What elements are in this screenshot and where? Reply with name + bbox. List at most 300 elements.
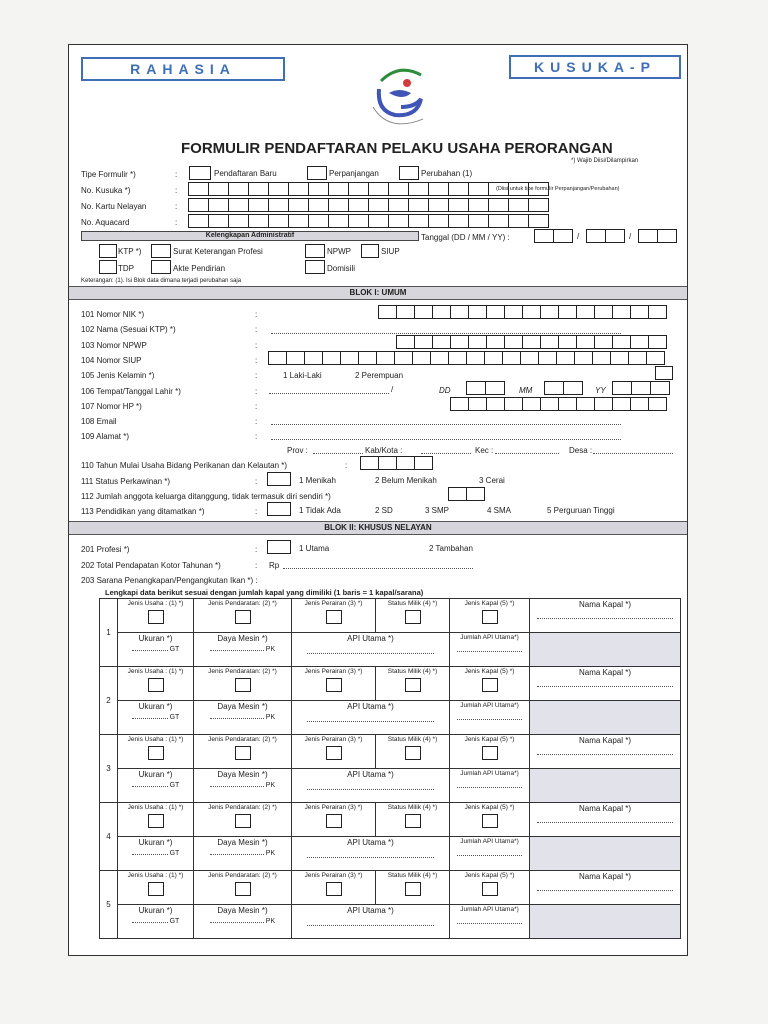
lahir-mm-input[interactable] [545,381,583,395]
option-tambahan[interactable]: 2 Tambahan [429,544,473,553]
ship-row-detail [100,769,681,803]
no-aquacard-label: No. Aquacard [81,218,130,227]
daya-mesin-input[interactable] [210,922,264,923]
nama-kapal-cell[interactable] [530,735,681,769]
status-milik-cell[interactable] [376,871,450,905]
api-utama-label: API Utama *) [347,634,394,643]
api-utama-cell[interactable] [292,633,450,667]
jumlah-api-label: Jumlah API Utama*) [460,702,519,709]
daya-mesin-input[interactable] [210,650,264,651]
ukuran-label: Ukuran *) [138,634,173,643]
status-milik-cell[interactable] [376,667,450,701]
colon: : [255,432,258,441]
jenis-usaha-label: Jenis Usaha : (1) *) [127,872,184,879]
daya-mesin-input[interactable] [210,718,264,719]
jenis-pendaratan-checkbox[interactable] [235,746,251,760]
pendapatan-input[interactable] [283,560,473,569]
jenis-kapal-label: Jenis Kapal (5) *) [464,872,515,879]
ukuran-cell[interactable] [118,769,194,803]
nama-kapal-label: Nama Kapal *) [578,600,632,609]
tanggal-label: Tanggal (DD / MM / YY) : [421,233,510,242]
ukuran-cell[interactable] [118,905,194,939]
status-milik-checkbox[interactable] [405,610,421,624]
tempat-lahir-input[interactable] [269,385,389,394]
jenis-usaha-cell[interactable] [118,735,194,769]
mandatory-note: *) Wajib Diisi/Dilampirkan [571,158,639,164]
api-utama-label: API Utama *) [347,702,394,711]
jumlah-api-cell[interactable] [450,701,530,735]
jenis-pendaratan-label: Jenis Pendaratan: (2) *) [208,804,277,811]
tahun-mulai-label: 110 Tahun Mulai Usaha Bidang Perikanan dan Kelautan *) [81,461,288,470]
colon: : [255,371,258,380]
jenis-kelamin-label: 105 Jenis Kelamin *) [81,371,155,380]
jenis-pendaratan-label: Jenis Pendaratan: (2) *) [208,872,277,879]
ship-row-number: 4 [100,803,118,871]
hp-input[interactable] [451,397,667,411]
nama-kapal-cell[interactable] [530,599,681,633]
tanggal-mm-input[interactable] [587,229,625,243]
option-menikah[interactable]: 1 Menikah [299,476,336,485]
jenis-perairan-label: Jenis Perairan (3) *) [304,668,363,675]
email-input[interactable] [271,416,621,425]
jumlah-keluarga-label: 112 Jumlah anggota keluarga ditanggung, tidak termasuk diri sendiri *) [81,492,331,501]
option-smp[interactable]: 3 SMP [425,506,450,515]
ukuran-label: Ukuran *) [138,838,173,847]
colon: : [175,218,178,227]
jenis-perairan-cell[interactable] [292,667,376,701]
pendapatan-label: 202 Total Pendapatan Kotor Tahunan *) [81,561,221,570]
jenis-pendaratan-cell[interactable] [194,871,292,905]
ukuran-input[interactable] [132,854,168,855]
jenis-kapal-cell[interactable] [450,803,530,837]
jumlah-api-label: Jumlah API Utama*) [460,770,519,777]
option-belum-menikah[interactable]: 2 Belum Menikah [375,476,437,485]
no-kusuka-input[interactable] [189,182,549,196]
mm-label: MM [519,386,533,395]
daya-mesin-cell[interactable] [194,837,292,871]
colon: : [255,387,258,396]
jenis-usaha-cell[interactable] [118,871,194,905]
shaded-cell [530,905,681,939]
option-cerai[interactable]: 3 Cerai [479,476,505,485]
ship-row [100,735,681,769]
jenis-usaha-cell[interactable] [118,667,194,701]
nama-kapal-label: Nama Kapal *) [578,736,632,745]
checkbox-domisili[interactable] [305,260,325,274]
jenis-usaha-checkbox[interactable] [148,610,164,624]
jenis-pendaratan-checkbox[interactable] [235,678,251,692]
ukuran-label: Ukuran *) [138,770,173,779]
keterangan-note: Keterangan: (1). Isi Blok data dimana terjadi perubahan saja [81,278,242,284]
slash: / [577,232,580,241]
kec-input[interactable] [495,445,559,454]
jumlah-api-label: Jumlah API Utama*) [460,906,519,913]
gt-unit: GT [169,714,180,721]
blok2-header: BLOK II: KHUSUS NELAYAN [69,521,687,535]
jenis-kapal-label: Jenis Kapal (5) *) [464,804,515,811]
api-utama-label: API Utama *) [347,770,394,779]
hp-label: 107 Nomor HP *) [81,402,142,411]
nama-kapal-input[interactable] [537,748,673,755]
gt-unit: GT [169,782,180,789]
ship-row [100,803,681,837]
jenis-perairan-label: Jenis Perairan (3) *) [304,804,363,811]
no-kusuka-label: No. Kusuka *) [81,186,131,195]
daya-mesin-label: Daya Mesin *) [217,634,268,643]
prov-label: Prov : [287,446,308,455]
jenis-pendaratan-checkbox[interactable] [235,610,251,624]
jumlah-api-input[interactable] [457,781,522,788]
option-utama[interactable]: 1 Utama [299,544,330,553]
jenis-kelamin-input[interactable] [655,366,673,380]
jenis-kapal-cell[interactable] [450,599,530,633]
prov-input[interactable] [313,445,363,454]
shaded-cell [530,701,681,735]
ship-row [100,871,681,905]
jenis-perairan-checkbox[interactable] [326,610,342,624]
status-milik-label: Status Milik (4) *) [387,804,438,811]
ukuran-cell[interactable] [118,837,194,871]
siup-input[interactable] [269,351,665,365]
colon: : [255,402,258,411]
blok1-header: BLOK I: UMUM [69,286,687,300]
kab-input[interactable] [421,445,471,454]
jenis-pendaratan-label: Jenis Pendaratan: (2) *) [208,668,277,675]
checkbox-perpanjangan[interactable] [307,166,327,180]
colon: : [255,545,258,554]
ship-row [100,599,681,633]
gt-unit: GT [169,646,180,653]
siup-number-label: 104 Nomor SIUP [81,356,142,365]
ship-row [100,667,681,701]
jenis-usaha-cell[interactable] [118,599,194,633]
ship-table [99,598,681,939]
yy-label: YY [595,386,606,395]
shaded-cell [530,633,681,667]
daya-mesin-input[interactable] [210,854,264,855]
checkbox-siup[interactable] [361,244,379,258]
jenis-kapal-label: Jenis Kapal (5) *) [464,736,515,743]
daya-mesin-cell[interactable] [194,701,292,735]
kkp-logo-icon [359,59,439,139]
pk-unit: PK [265,918,276,925]
status-milik-cell[interactable] [376,599,450,633]
checkbox-tdp[interactable] [99,260,117,274]
jenis-perairan-cell[interactable] [292,803,376,837]
no-aquacard-input[interactable] [189,214,549,228]
ktp-label: KTP *) [118,247,142,256]
lahir-yy-input[interactable] [613,381,670,395]
ship-row-detail [100,633,681,667]
form-title: FORMULIR PENDAFTARAN PELAKU USAHA PERORANGAN [181,140,613,157]
jenis-usaha-label: Jenis Usaha : (1) *) [127,600,184,607]
jumlah-api-cell[interactable] [450,769,530,803]
jenis-usaha-checkbox[interactable] [148,814,164,828]
checkbox-perubahan[interactable] [399,166,419,180]
jenis-perairan-label: Jenis Perairan (3) *) [304,736,363,743]
nama-kapal-label: Nama Kapal *) [578,668,632,677]
pk-unit: PK [265,646,276,653]
jenis-pendaratan-cell[interactable] [194,735,292,769]
nama-kapal-input[interactable] [537,884,673,891]
ship-row-number: 2 [100,667,118,735]
sarana-label: 203 Sarana Penangkapan/Pengangkutan Ikan *) : [81,576,258,585]
checkbox-akte[interactable] [151,260,171,274]
alamat-label: 109 Alamat *) [81,432,130,441]
option-sma[interactable]: 4 SMA [487,506,512,515]
ukuran-label: Ukuran *) [138,906,173,915]
jumlah-api-cell[interactable] [450,837,530,871]
nama-kapal-input[interactable] [537,612,673,619]
colon: : [255,341,258,350]
status-perkawinan-label: 111 Status Perkawinan *) [81,477,171,486]
api-utama-input[interactable] [307,851,434,858]
status-milik-label: Status Milik (4) *) [387,872,438,879]
api-utama-input[interactable] [307,783,434,790]
api-utama-cell[interactable] [292,701,450,735]
gt-unit: GT [169,850,180,857]
desa-input[interactable] [593,445,673,454]
tanggal-dd-input[interactable] [535,229,573,243]
colon: : [255,356,258,365]
jenis-perairan-cell[interactable] [292,735,376,769]
nama-kapal-cell[interactable] [530,871,681,905]
jumlah-keluarga-input[interactable] [449,487,485,501]
nama-kapal-label: Nama Kapal *) [578,804,632,813]
npwp-number-label: 103 Nomor NPWP [81,341,147,350]
daya-mesin-label: Daya Mesin *) [217,906,268,915]
api-utama-cell[interactable] [292,769,450,803]
ttl-label: 106 Tempat/Tanggal Lahir *) [81,387,181,396]
ship-row-detail [100,701,681,735]
daya-mesin-label: Daya Mesin *) [217,838,268,847]
jenis-usaha-label: Jenis Usaha : (1) *) [127,736,184,743]
jenis-usaha-checkbox[interactable] [148,678,164,692]
pendidikan-label: 113 Pendidikan yang ditamatkan *) [81,507,205,516]
status-milik-checkbox[interactable] [405,814,421,828]
tipe-formulir-label: Tipe Formulir *) [81,170,136,179]
pk-unit: PK [265,782,276,789]
email-label: 108 Email [81,417,117,426]
jumlah-api-input[interactable] [457,713,522,720]
gt-unit: GT [169,918,180,925]
status-milik-label: Status Milik (4) *) [387,668,438,675]
shaded-cell [530,769,681,803]
nama-input[interactable] [271,325,621,334]
jenis-kapal-cell[interactable] [450,871,530,905]
status-milik-label: Status Milik (4) *) [387,736,438,743]
domisili-label: Domisili [327,264,355,273]
pk-unit: PK [265,714,276,721]
daya-mesin-label: Daya Mesin *) [217,702,268,711]
api-utama-input[interactable] [307,647,434,654]
no-kartu-nelayan-input[interactable] [189,198,549,212]
colon: : [255,507,258,516]
jenis-usaha-checkbox[interactable] [148,746,164,760]
jenis-usaha-label: Jenis Usaha : (1) *) [127,804,184,811]
jumlah-api-input[interactable] [457,645,522,652]
option-perempuan[interactable]: 2 Perempuan [355,371,404,380]
daya-mesin-cell[interactable] [194,633,292,667]
checkbox-pendaftaran-baru[interactable] [189,166,211,180]
siup-label: SIUP [381,247,400,256]
tahun-mulai-input[interactable] [361,456,433,470]
status-perkawinan-input[interactable] [267,472,291,486]
status-milik-checkbox[interactable] [405,746,421,760]
tdp-label: TDP [118,264,134,273]
pendidikan-input[interactable] [267,502,291,516]
option-perpanjangan: Perpanjangan [329,169,379,178]
jenis-kapal-cell[interactable] [450,735,530,769]
option-perguruan-tinggi[interactable]: 5 Perguruan Tinggi [547,506,615,515]
api-utama-input[interactable] [307,919,434,926]
no-kartu-nelayan-label: No. Kartu Nelayan [81,202,147,211]
jenis-pendaratan-label: Jenis Pendaratan: (2) *) [208,736,277,743]
jenis-usaha-label: Jenis Usaha : (1) *) [127,668,184,675]
jumlah-api-input[interactable] [457,849,522,856]
daya-mesin-cell[interactable] [194,769,292,803]
jenis-pendaratan-checkbox[interactable] [235,882,251,896]
api-utama-label: API Utama *) [347,906,394,915]
nama-kapal-input[interactable] [537,680,673,687]
ship-row-detail [100,905,681,939]
dd-label: DD [439,386,451,395]
profesi-input[interactable] [267,540,291,554]
jenis-pendaratan-cell[interactable] [194,667,292,701]
ukuran-cell[interactable] [118,701,194,735]
alamat-input[interactable] [271,431,621,440]
jumlah-api-label: Jumlah API Utama*) [460,838,519,845]
akte-label: Akte Pendirian [173,264,226,273]
colon: : [255,417,258,426]
option-tidak-ada[interactable]: 1 Tidak Ada [299,506,341,515]
admin-header: Kelengkapan Administratif [81,231,419,241]
option-sd[interactable]: 2 SD [375,506,393,515]
jenis-pendaratan-checkbox[interactable] [235,814,251,828]
ship-row-detail [100,837,681,871]
daya-mesin-input[interactable] [210,786,264,787]
ukuran-cell[interactable] [118,633,194,667]
api-utama-cell[interactable] [292,837,450,871]
jenis-kapal-checkbox[interactable] [482,814,498,828]
ship-row-number: 5 [100,871,118,939]
slash: / [391,385,394,394]
colon: : [345,461,348,470]
desa-label: Desa : [569,446,593,455]
jenis-kapal-checkbox[interactable] [482,882,498,896]
jenis-kapal-checkbox[interactable] [482,746,498,760]
ship-row-number: 3 [100,735,118,803]
tanggal-yy-input[interactable] [639,229,677,243]
lahir-dd-input[interactable] [467,381,505,395]
jenis-perairan-checkbox[interactable] [326,814,342,828]
skp-label: Surat Keterangan Profesi [173,247,263,256]
ukuran-input[interactable] [132,922,168,923]
ukuran-input[interactable] [132,786,168,787]
nik-label: 101 Nomor NIK *) [81,310,145,319]
jenis-usaha-cell[interactable] [118,803,194,837]
daya-mesin-cell[interactable] [194,905,292,939]
jumlah-api-input[interactable] [457,917,522,924]
ship-row-number: 1 [100,599,118,667]
kusuka-p-tag: KUSUKA-P [509,55,681,79]
jenis-kapal-label: Jenis Kapal (5) *) [464,668,515,675]
status-milik-cell[interactable] [376,803,450,837]
ukuran-input[interactable] [132,718,168,719]
colon: : [255,477,258,486]
colon: : [255,310,258,319]
jenis-pendaratan-label: Jenis Pendaratan: (2) *) [208,600,277,607]
jenis-perairan-checkbox[interactable] [326,746,342,760]
jenis-perairan-checkbox[interactable] [326,678,342,692]
jumlah-api-label: Jumlah API Utama*) [460,634,519,641]
nama-label: 102 Nama (Sesuai KTP) *) [81,325,176,334]
ukuran-input[interactable] [132,650,168,651]
colon: : [255,325,258,334]
jenis-usaha-checkbox[interactable] [148,882,164,896]
slash: / [629,232,632,241]
shaded-cell [530,837,681,871]
kec-label: Kec : [475,446,494,455]
api-utama-input[interactable] [307,715,434,722]
jenis-perairan-label: Jenis Perairan (3) *) [304,600,363,607]
jenis-pendaratan-cell[interactable] [194,599,292,633]
status-milik-cell[interactable] [376,735,450,769]
checkbox-ktp[interactable] [99,244,117,258]
rahasia-tag: RAHASIA [81,57,285,81]
status-milik-label: Status Milik (4) *) [387,600,438,607]
jumlah-api-cell[interactable] [450,905,530,939]
jenis-kapal-checkbox[interactable] [482,610,498,624]
sarana-instruction: Lengkapi data berikut sesuai dengan jumlah kapal yang dimiliki (1 baris = 1 kapal/sarana) [105,588,424,597]
colon: : [175,186,178,195]
ukuran-label: Ukuran *) [138,702,173,711]
kusuka-note: (Diisi untuk tipe formulir Perpanjangan/Perubahan) [496,186,620,192]
option-laki-laki[interactable]: 1 Laki-Laki [283,371,322,380]
colon: : [175,202,178,211]
nama-kapal-label: Nama Kapal *) [578,872,632,881]
option-pendaftaran-baru: Pendaftaran Baru [214,169,277,178]
npwp-label: NPWP [327,247,351,256]
api-utama-cell[interactable] [292,905,450,939]
registration-form [68,44,688,956]
jenis-kapal-checkbox[interactable] [482,678,498,692]
jenis-pendaratan-cell[interactable] [194,803,292,837]
colon: : [255,561,258,570]
checkbox-npwp[interactable] [305,244,325,258]
rp-label: Rp [269,561,280,570]
jenis-perairan-cell[interactable] [292,871,376,905]
jenis-kapal-label: Jenis Kapal (5) *) [464,600,515,607]
jenis-kapal-cell[interactable] [450,667,530,701]
jenis-perairan-label: Jenis Perairan (3) *) [304,872,363,879]
nama-kapal-cell[interactable] [530,667,681,701]
checkbox-skp[interactable] [151,244,171,258]
pk-unit: PK [265,850,276,857]
nama-kapal-input[interactable] [537,816,673,823]
option-perubahan: Perubahan (1) [421,169,473,178]
status-milik-checkbox[interactable] [405,882,421,896]
jenis-perairan-checkbox[interactable] [326,882,342,896]
nik-input[interactable] [379,305,667,319]
nama-kapal-cell[interactable] [530,803,681,837]
colon: : [175,170,178,179]
jumlah-api-cell[interactable] [450,633,530,667]
jenis-perairan-cell[interactable] [292,599,376,633]
status-milik-checkbox[interactable] [405,678,421,692]
api-utama-label: API Utama *) [347,838,394,847]
npwp-input[interactable] [397,335,667,349]
